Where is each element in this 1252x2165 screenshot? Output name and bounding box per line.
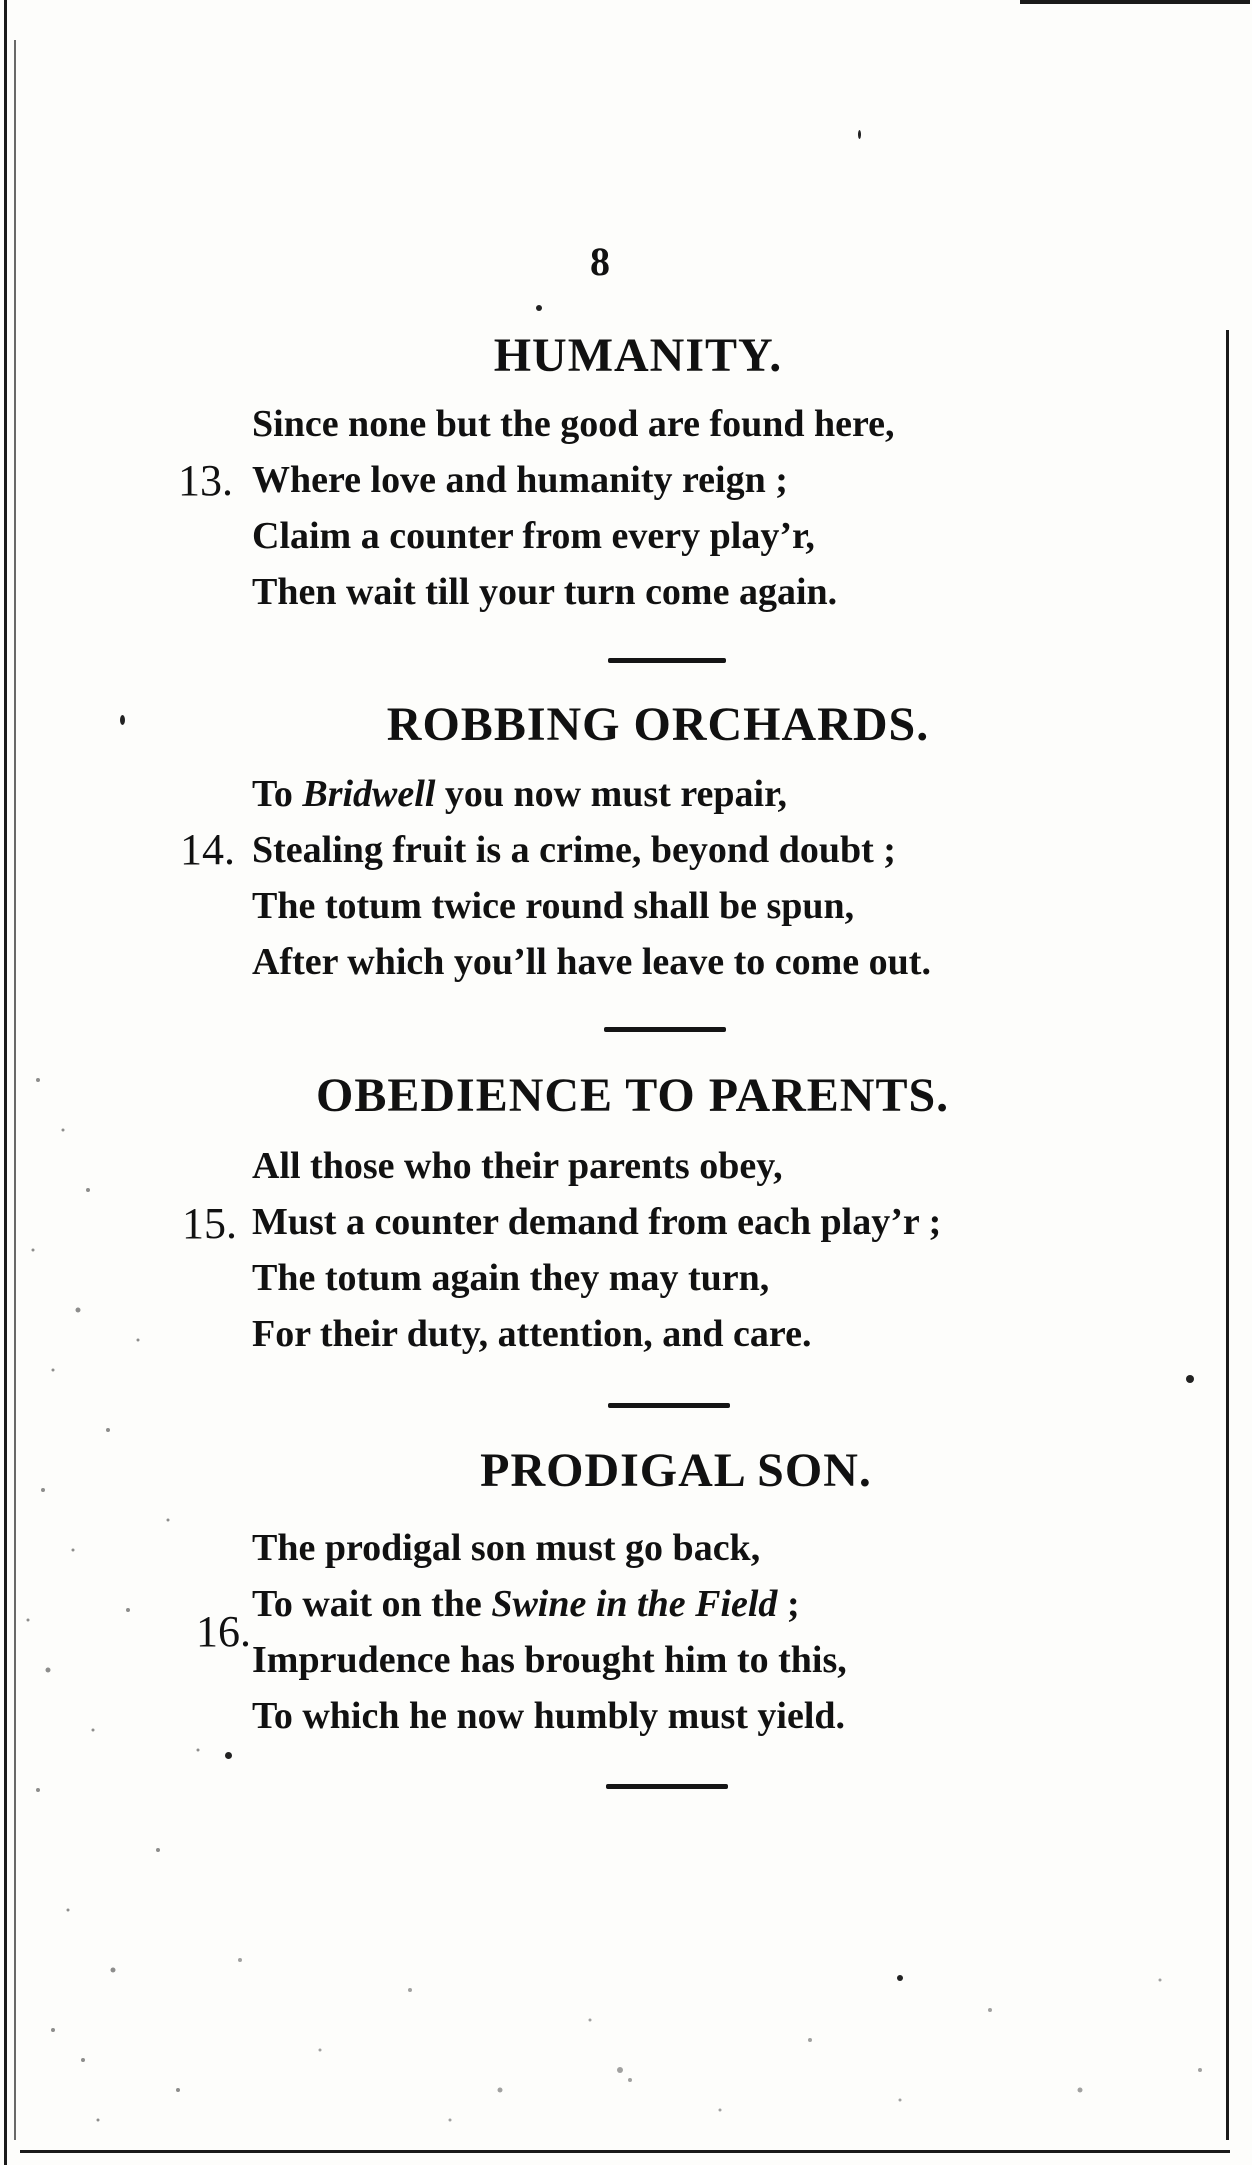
verse-line: To which he now humbly must yield. — [252, 1695, 846, 1737]
verse-line: For their duty, attention, and care. — [252, 1313, 812, 1355]
verse-number-16: 16. — [196, 1607, 251, 1656]
verse-line: Must a counter demand from each play’r ; — [252, 1201, 942, 1243]
verse-line: Then wait till your turn come again. — [252, 571, 838, 613]
verse-line: Since none but the good are found here, — [252, 403, 895, 445]
page-number: 8 — [590, 239, 610, 284]
verse-line: The totum twice round shall be spun, — [252, 885, 855, 927]
section-divider — [608, 1403, 730, 1408]
speck — [897, 1975, 903, 1981]
speck — [1186, 1375, 1194, 1383]
page-border-top — [1020, 0, 1250, 4]
verse-prodigal-son — [252, 1520, 847, 1744]
speck — [120, 715, 125, 725]
verse-line: To Bridwell you now must repair, — [252, 773, 787, 815]
verse-line: Where love and humanity reign ; — [252, 459, 788, 501]
verse-line: The prodigal son must go back, — [252, 1527, 761, 1569]
section-divider — [608, 658, 726, 663]
verse-line: Stealing fruit is a crime, beyond doubt ; — [252, 829, 896, 871]
scan-noise-bottom — [200, 1900, 1220, 2140]
phrase-swine-in-the-field: Swine in the Field — [491, 1583, 778, 1625]
section-title-robbing-orchards: ROBBING ORCHARDS. — [386, 698, 930, 751]
verse-number-14: 14. — [180, 825, 235, 874]
speck — [536, 305, 542, 311]
verse-humanity — [252, 396, 895, 620]
page-border-right — [1226, 330, 1229, 2140]
verse-line: Claim a counter from every play’r, — [252, 515, 815, 557]
page-border-bottom — [20, 2150, 1230, 2153]
verse-line: To wait on the Swine in the Field ; — [252, 1583, 800, 1625]
section-divider — [604, 1027, 726, 1032]
section-title-obedience-to-parents: OBEDIENCE TO PARENTS. — [316, 1069, 950, 1122]
section-divider — [606, 1784, 728, 1789]
verse-obedience-to-parents — [252, 1138, 941, 1362]
speck — [858, 130, 861, 139]
place-name-bridwell: Bridwell — [302, 773, 436, 815]
verse-number-15: 15. — [182, 1199, 237, 1248]
section-title-humanity: HUMANITY. — [493, 329, 783, 382]
section-title-prodigal-son: PRODIGAL SON. — [480, 1444, 872, 1497]
verse-line: All those who their parents obey, — [252, 1145, 783, 1187]
verse-robbing-orchards — [252, 766, 931, 990]
verse-line: Imprudence has brought him to this, — [252, 1639, 847, 1681]
verse-line: After which you’ll have leave to come out. — [252, 941, 931, 983]
page-border-left — [4, 0, 7, 2165]
speck — [225, 1752, 232, 1759]
verse-line: The totum again they may turn, — [252, 1257, 770, 1299]
verse-number-13: 13. — [178, 456, 233, 505]
